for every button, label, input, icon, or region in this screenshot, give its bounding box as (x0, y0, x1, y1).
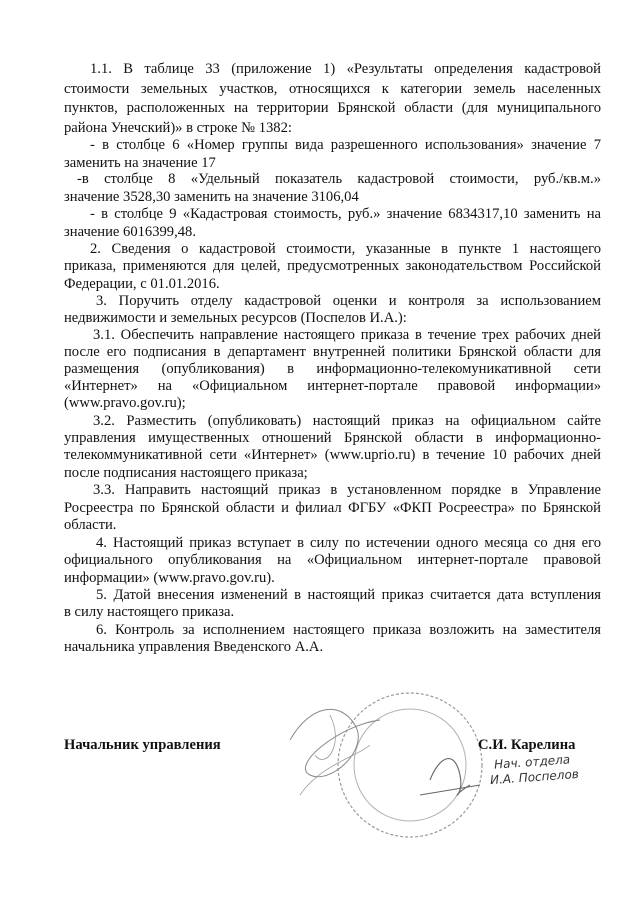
text-line: -в столбце 8 «Удельный показатель кадастровой стоимости, руб./кв.м.» (77, 171, 601, 187)
text-line: 4. Настоящий приказ вступает в силу по истечении одного месяца со дня его (96, 535, 601, 551)
official-stamp (270, 685, 500, 845)
text-line: Росреестра по Брянской области и филиал ФГБУ «ФКП Росреестра» по Брянской (64, 500, 601, 516)
text-line: размещения (опубликования) в информационно-телекомуникативной сети (64, 361, 601, 377)
text-line: в силу настоящего приказа. (64, 604, 235, 620)
text-line: 3.3. Направить настоящий приказ в установленном порядке в Управление (93, 482, 601, 498)
text-line: 6. Контроль за исполнением настоящего приказа возложить на заместителя (96, 622, 601, 638)
handwritten-note: И.А. Поспелов (489, 766, 580, 788)
text-line: начальника управления Введенского А.А. (64, 639, 324, 655)
text-line: 1.1. В таблице 33 (приложение 1) «Результаты определения кадастровой (90, 61, 601, 77)
text-line: 2. Сведения о кадастровой стоимости, указанные в пункте 1 настоящего (90, 241, 601, 257)
text-line: - в столбце 9 «Кадастровая стоимость, руб.» значение 6834317,10 заменить на (90, 206, 601, 222)
text-line: - в столбце 6 «Номер группы вида разрешенного использования» значение 7 (90, 137, 601, 153)
text-line: после его подписания в департамент внутренней политики Брянской области для (64, 344, 601, 360)
text-line: значение 3528,30 заменить на значение 3106,04 (64, 189, 359, 205)
text-line: района Унечский)» в строке № 1382: (64, 120, 292, 136)
text-line: недвижимости и земельных ресурсов (Поспелов И.А.): (64, 310, 407, 326)
text-line: стоимости земельных участков, относящихся к категории земель населенных (64, 81, 601, 97)
text-line: пунктов, расположенных на территории Брянской области (для муниципального (64, 100, 601, 116)
text-line: значение 6016399,48. (64, 224, 196, 240)
text-line: управления имущественных отношений Брянской области в информационно- (64, 430, 601, 446)
text-line: 3.1. Обеспечить направление настоящего приказа в течение трех рабочих дней (93, 327, 601, 343)
signature-name: С.И. Карелина (478, 737, 576, 753)
text-line: после подписания настоящего приказа; (64, 465, 308, 481)
signature-position: Начальник управления (64, 737, 221, 753)
text-line: информации» (www.pravo.gov.ru). (64, 570, 275, 586)
text-line: приказа, применяются для целей, предусмотренных законодательством Российской (64, 258, 601, 274)
text-line: официального опубликования на «Официальном интернет-портале правовой (64, 552, 601, 568)
handwritten-note: Нач. отдела (493, 752, 571, 772)
text-line: 5. Датой внесения изменений в настоящий приказ считается дата вступления (96, 587, 601, 603)
text-line: 3.2. Разместить (опубликовать) настоящий приказ на официальном сайте (93, 413, 601, 429)
text-line: (www.pravo.gov.ru); (64, 395, 186, 411)
text-line: заменить на значение 17 (64, 155, 216, 171)
text-line: телекоммуникативной сети «Интернет» (www.uprio.ru) в течение 10 рабочих дней (64, 447, 601, 463)
text-line: области. (64, 517, 117, 533)
text-line: 3. Поручить отделу кадастровой оценки и контроля за использованием (96, 293, 601, 309)
text-line: Федерации, с 01.01.2016. (64, 276, 220, 292)
text-line: «Интернет» на «Официальном интернет-портале правовой информации» (64, 378, 601, 394)
